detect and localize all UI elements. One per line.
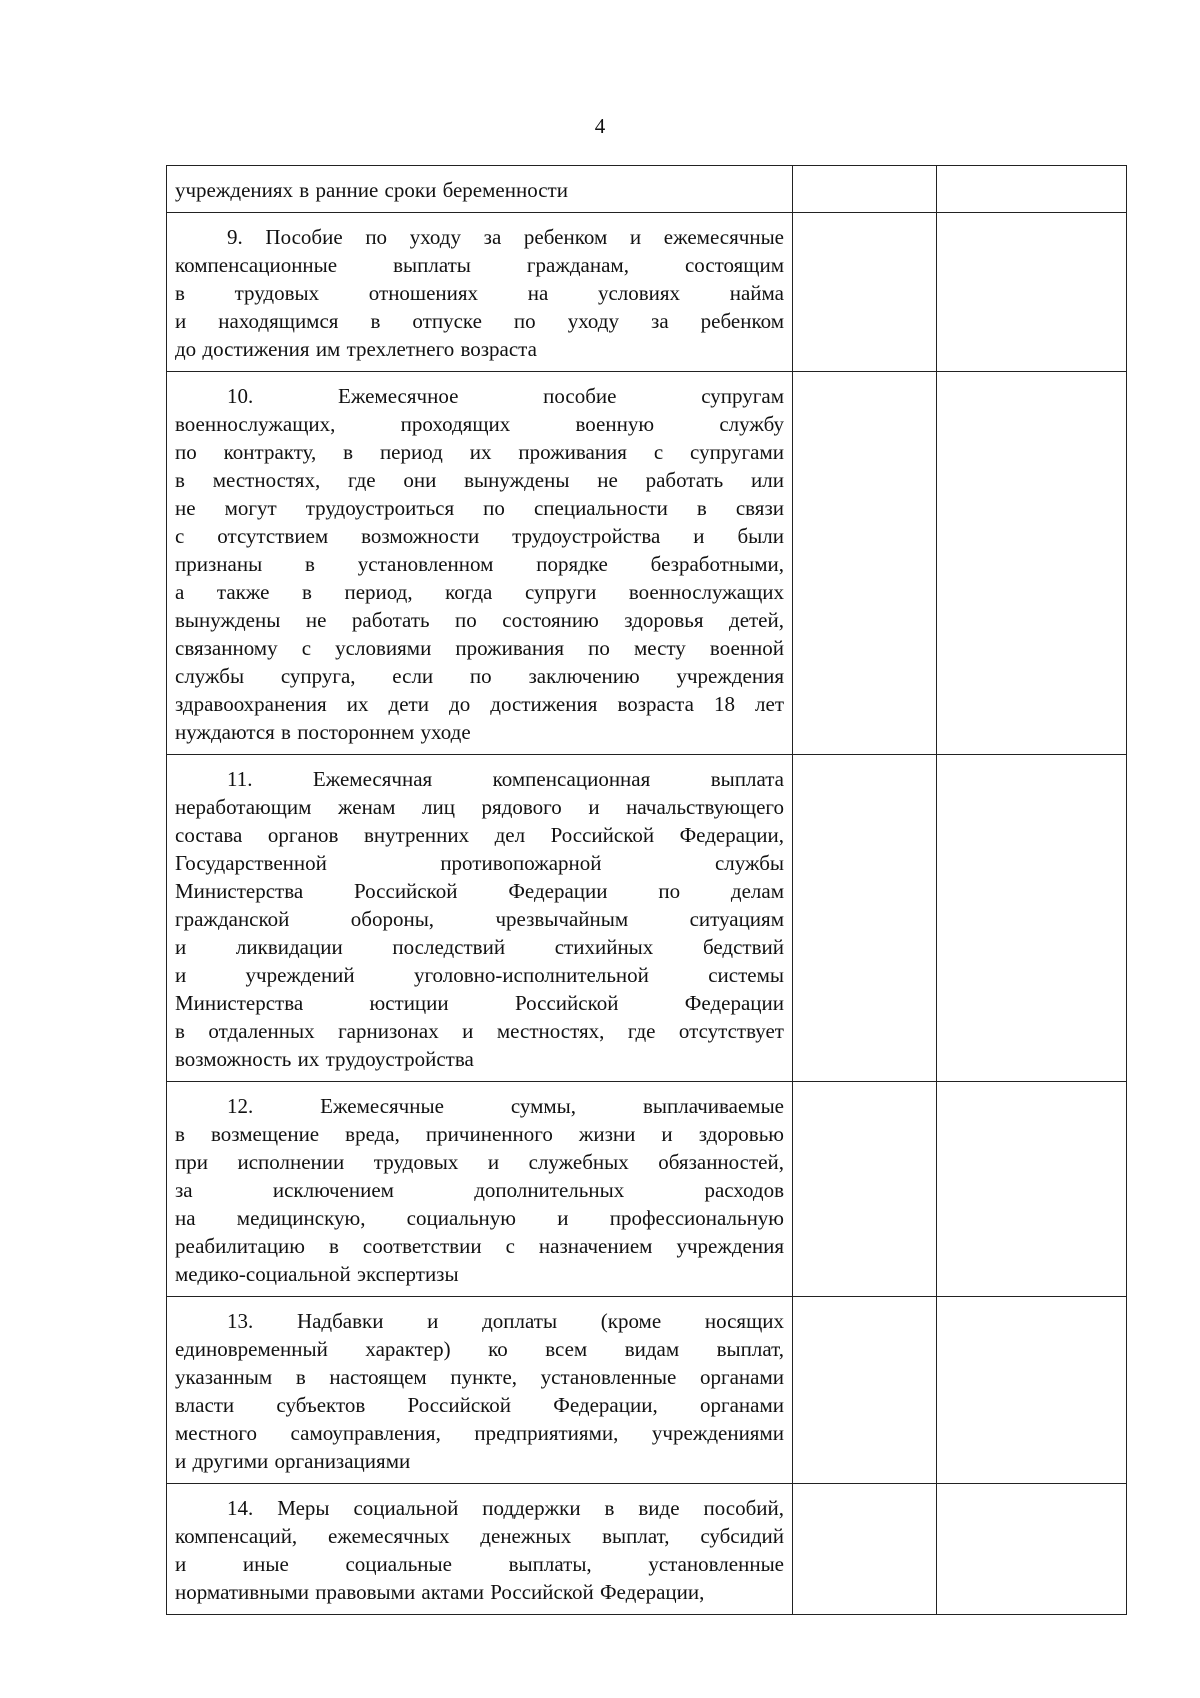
text-line: местного самоуправления, предприятиями, учреждениями: [175, 1421, 784, 1445]
text-line: нуждаются в постороннем уходе: [175, 720, 471, 744]
text-line: гражданской обороны, чрезвычайным ситуациям: [175, 907, 784, 931]
empty-cell: [937, 1484, 1127, 1615]
item-text: [175, 1092, 784, 1288]
text-line: возможность их трудоустройства: [175, 1047, 474, 1071]
text-line: 14. Меры социальной поддержки в виде пособий,: [227, 1496, 784, 1520]
text-line: медико-социальной экспертизы: [175, 1262, 459, 1286]
empty-cell: [937, 213, 1127, 372]
text-line: 11. Ежемесячная компенсационная выплата: [227, 767, 784, 791]
table-row: [167, 213, 1127, 372]
item-description-cell: [167, 372, 793, 755]
text-line: состава органов внутренних дел Российской Федерации,: [175, 823, 784, 847]
text-line: признаны в установленном порядке безработными,: [175, 552, 784, 576]
text-line: а также в период, когда супруги военнослужащих: [175, 580, 784, 604]
empty-cell: [937, 755, 1127, 1082]
text-line: реабилитацию в соответствии с назначением учреждения: [175, 1234, 784, 1258]
item-text: [175, 382, 784, 746]
text-line: связанному с условиями проживания по месту военной: [175, 636, 784, 660]
text-line: здравоохранения их дети до достижения возраста 18 лет: [175, 692, 784, 716]
text-line: не могут трудоустроиться по специальности в связи: [175, 496, 784, 520]
text-line: власти субъектов Российской Федерации, органами: [175, 1393, 784, 1417]
empty-cell: [937, 1082, 1127, 1297]
text-line: с отсутствием возможности трудоустройства и были: [175, 524, 784, 548]
text-line: в местностях, где они вынуждены не работать или: [175, 468, 784, 492]
text-line: в отдаленных гарнизонах и местностях, где отсутствует: [175, 1019, 784, 1043]
text-line: 10. Ежемесячное пособие супругам: [227, 384, 784, 408]
item-description-cell: [167, 1297, 793, 1484]
text-line: компенсационные выплаты гражданам, состоящим: [175, 253, 784, 277]
text-line: учреждениях в ранние сроки беременности: [175, 178, 568, 202]
text-line: единовременный характер) ко всем видам выплат,: [175, 1337, 784, 1361]
empty-cell: [793, 1082, 937, 1297]
text-line: службы супруга, если по заключению учреждения: [175, 664, 784, 688]
empty-cell: [937, 1297, 1127, 1484]
item-text: [175, 765, 784, 1073]
text-line: и иные социальные выплаты, установленные: [175, 1552, 784, 1576]
text-line: Министерства юстиции Российской Федерации: [175, 991, 784, 1015]
table-row: [167, 755, 1127, 1082]
text-line: 13. Надбавки и доплаты (кроме носящих: [227, 1309, 784, 1333]
item-description-cell: [167, 1082, 793, 1297]
item-text: [175, 223, 784, 363]
text-line: в возмещение вреда, причиненного жизни и здоровью: [175, 1122, 784, 1146]
text-line: военнослужащих, проходящих военную службу: [175, 412, 784, 436]
table-row: [167, 1297, 1127, 1484]
page-number: 4: [594, 114, 606, 138]
empty-cell: [937, 372, 1127, 755]
item-description-cell: [167, 755, 793, 1082]
item-text: [175, 176, 784, 204]
text-line: и находящимся в отпуске по уходу за ребенком: [175, 309, 784, 333]
text-line: Министерства Российской Федерации по делам: [175, 879, 784, 903]
text-line: 9. Пособие по уходу за ребенком и ежемесячные: [227, 225, 784, 249]
text-line: неработающим женам лиц рядового и начальствующего: [175, 795, 784, 819]
empty-cell: [793, 1484, 937, 1615]
text-line: за исключением дополнительных расходов: [175, 1178, 784, 1202]
table-row: [167, 1082, 1127, 1297]
table-row: [167, 372, 1127, 755]
text-line: 12. Ежемесячные суммы, выплачиваемые: [227, 1094, 784, 1118]
text-line: нормативными правовыми актами Российской Федерации,: [175, 1580, 705, 1604]
text-line: и ликвидации последствий стихийных бедствий: [175, 935, 784, 959]
text-line: на медицинскую, социальную и профессиональную: [175, 1206, 784, 1230]
text-line: компенсаций, ежемесячных денежных выплат, субсидий: [175, 1524, 784, 1548]
item-description-cell: [167, 213, 793, 372]
item-text: [175, 1307, 784, 1475]
empty-cell: [793, 166, 937, 213]
empty-cell: [793, 1297, 937, 1484]
text-line: вынуждены не работать по состоянию здоровья детей,: [175, 608, 784, 632]
benefits-table: [166, 165, 1127, 1615]
item-description-cell: [167, 166, 793, 213]
text-line: и учреждений уголовно-исполнительной системы: [175, 963, 784, 987]
text-line: указанным в настоящем пункте, установленные органами: [175, 1365, 784, 1389]
empty-cell: [937, 166, 1127, 213]
table-row: [167, 166, 1127, 213]
empty-cell: [793, 213, 937, 372]
empty-cell: [793, 755, 937, 1082]
text-line: в трудовых отношениях на условиях найма: [175, 281, 784, 305]
empty-cell: [793, 372, 937, 755]
table-row: [167, 1484, 1127, 1615]
text-line: по контракту, в период их проживания с супругами: [175, 440, 784, 464]
item-text: [175, 1494, 784, 1606]
text-line: Государственной противопожарной службы: [175, 851, 784, 875]
text-line: и другими организациями: [175, 1449, 411, 1473]
text-line: до достижения им трехлетнего возраста: [175, 337, 537, 361]
item-description-cell: [167, 1484, 793, 1615]
text-line: при исполнении трудовых и служебных обязанностей,: [175, 1150, 784, 1174]
